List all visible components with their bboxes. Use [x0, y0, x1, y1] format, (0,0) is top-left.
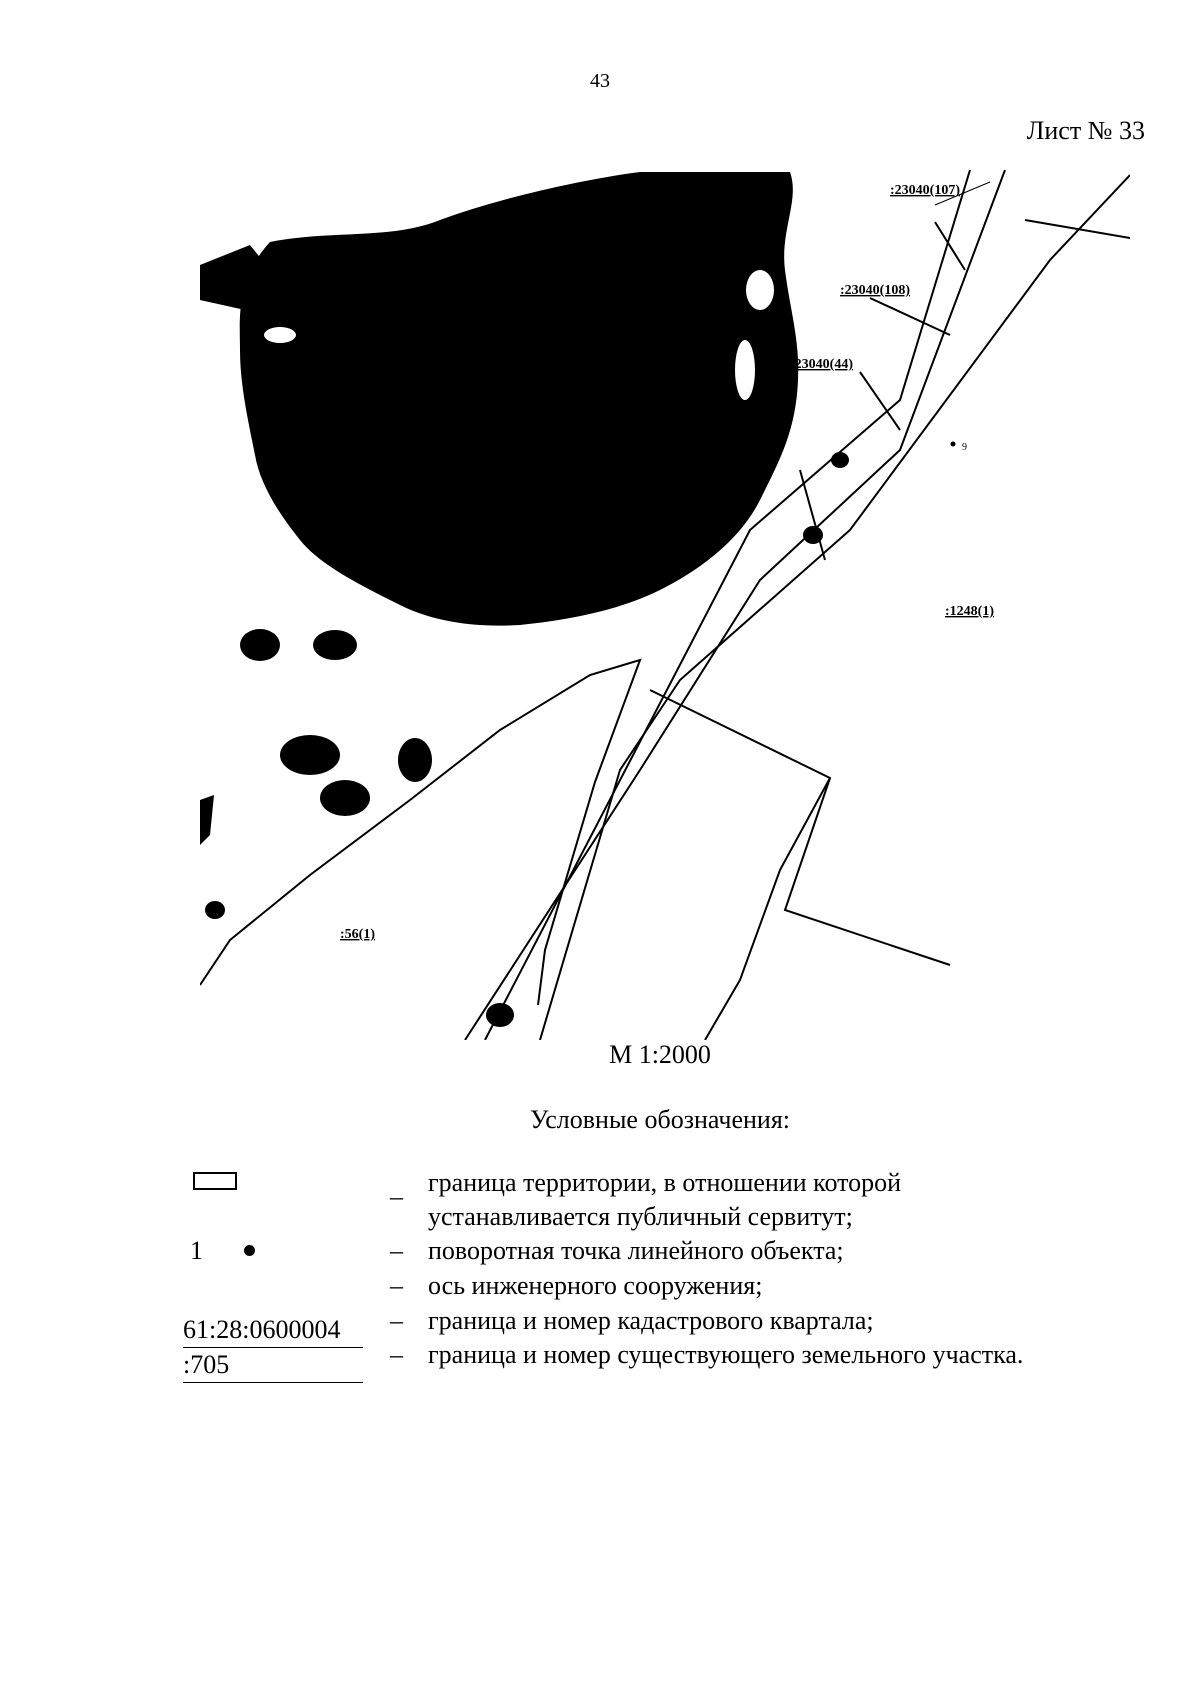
legend-item-1-line1: граница территории, в отношении которой — [428, 1168, 902, 1197]
point-label-9: 9 — [962, 442, 967, 453]
marsh-patch — [313, 630, 357, 660]
marsh-patch — [264, 327, 296, 343]
legend-item-4: граница и номер кадастрового квартала; — [428, 1306, 874, 1335]
cadastral-map — [200, 170, 1130, 1040]
sheet-label: Лист № 33 — [1026, 116, 1145, 145]
marsh-patch — [240, 629, 280, 661]
place-label: "Керчикское сел — [200, 572, 305, 588]
parcel-label-107: :23040(107) — [890, 183, 960, 198]
water-body — [240, 172, 799, 626]
quarter-boundary — [1025, 220, 1130, 238]
label-leader — [870, 298, 950, 335]
cadastral-quarter-number: 61:28:0600004 — [183, 1313, 363, 1348]
legend-dash: – — [390, 1182, 403, 1211]
parcel-label-56: :56(1) — [340, 927, 375, 942]
marsh-patch — [746, 270, 774, 310]
label-leader — [935, 222, 965, 270]
marsh-patch — [831, 452, 849, 468]
legend-item-2: поворотная точка линейного объекта; — [428, 1236, 844, 1265]
marsh-patch — [200, 795, 214, 845]
parcel-label-108: :23040(108) — [840, 283, 910, 298]
cadastral-number-symbol — [183, 1313, 363, 1383]
legend-dash: – — [390, 1340, 403, 1369]
turning-point-number: 1 — [190, 1236, 203, 1265]
page-number: 43 — [590, 70, 610, 92]
parcel-label-44: :23040(44) — [790, 357, 853, 372]
legend-dash: – — [390, 1306, 403, 1335]
legend-title: Условные обозначения: — [529, 1105, 791, 1134]
marsh-patch — [735, 340, 755, 400]
label-leader — [800, 470, 825, 560]
turning-point-symbol — [244, 1245, 255, 1256]
parcel-boundary — [200, 660, 640, 1005]
marsh-patch — [205, 901, 225, 919]
legend-dash: – — [390, 1271, 403, 1300]
marsh-patch — [320, 780, 370, 816]
place-label-2: ого — [320, 590, 341, 606]
land-parcel-number: :705 — [183, 1348, 363, 1383]
turning-point — [951, 442, 956, 447]
servitude-boundary — [650, 690, 950, 965]
marsh-patch — [398, 738, 432, 782]
legend-item-3: ось инженерного сооружения; — [428, 1271, 763, 1300]
map-scale: М 1:2000 — [609, 1040, 711, 1069]
parcel-label-1248: :1248(1) — [945, 604, 994, 619]
marsh-patch — [280, 735, 340, 775]
legend-dash: – — [390, 1236, 403, 1265]
legend-item-1-line2: устанавливается публичный сервитут; — [428, 1202, 853, 1231]
label-leader — [860, 372, 900, 430]
legend-item-5: граница и номер существующего земельного участка. — [428, 1340, 1024, 1369]
map-svg — [200, 170, 1130, 1040]
servitude-boundary — [705, 778, 830, 1040]
marsh-patch — [486, 1003, 514, 1027]
servitude-boundary-symbol — [193, 1172, 237, 1190]
